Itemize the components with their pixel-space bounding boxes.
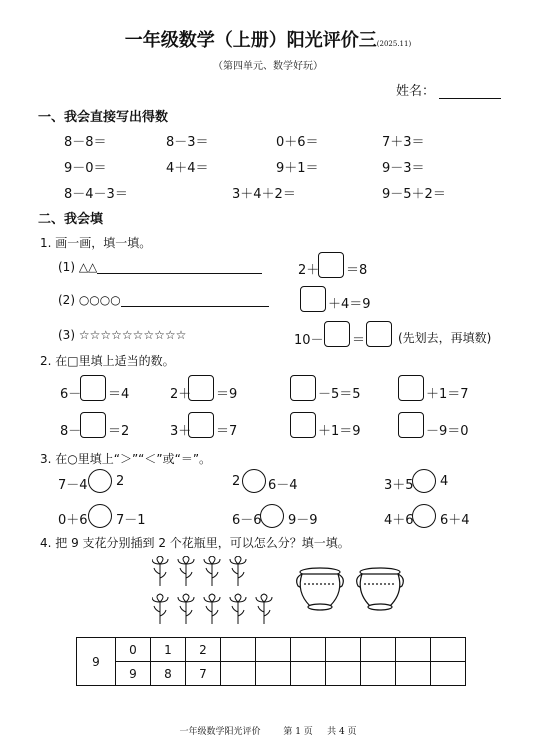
name-blank[interactable] xyxy=(439,86,501,99)
calc-item: 9－0＝ xyxy=(64,161,107,176)
q3-d1: 0＋6 xyxy=(58,513,88,528)
table-row xyxy=(77,662,466,686)
footer-text: 一年级数学阳光评价 xyxy=(179,727,261,737)
flower-icon xyxy=(204,594,220,624)
calc-item: 8－8＝ xyxy=(64,135,107,150)
section2-title: 二、我会填 xyxy=(38,212,104,227)
compare-circle[interactable] xyxy=(260,504,284,528)
q1-row3-note: (先划去，再填数) xyxy=(398,331,492,345)
q1-row1-eq-a: 2＋ xyxy=(298,263,320,278)
table-cell[interactable] xyxy=(326,662,361,686)
q3-e1: 6－6 xyxy=(232,513,262,528)
q3-c2: 4 xyxy=(440,474,449,489)
compare-circle[interactable] xyxy=(88,504,112,528)
calc-item: 8－3＝ xyxy=(166,135,209,150)
answer-box[interactable] xyxy=(398,375,424,401)
table-cell[interactable] xyxy=(396,662,431,686)
q3-f1: 4＋6 xyxy=(384,513,414,528)
flower-icon xyxy=(230,594,246,624)
flower-icon xyxy=(178,556,194,586)
q1-row1-eq-b: ＝8 xyxy=(346,263,368,278)
table-cell: 9 xyxy=(116,662,151,686)
page-footer xyxy=(0,724,536,737)
q2-a1: 6－ xyxy=(60,387,82,402)
vase-icon xyxy=(357,568,404,610)
q3-b1: 2 xyxy=(232,474,241,489)
answer-box[interactable] xyxy=(290,412,316,438)
calc-item: 7＋3＝ xyxy=(382,135,425,150)
table-cell[interactable] xyxy=(291,638,326,662)
table-cell[interactable] xyxy=(326,638,361,662)
q2-d2: ＋1＝7 xyxy=(426,387,469,402)
vases-illustration xyxy=(290,566,414,616)
table-cell: 8 xyxy=(151,662,186,686)
table-cell[interactable] xyxy=(256,662,291,686)
flower-icon xyxy=(152,594,168,624)
q4-prompt: 4. 把 9 支花分别插到 2 个花瓶里，可以怎么分？填一填。 xyxy=(40,536,350,550)
table-cell[interactable] xyxy=(221,638,256,662)
answer-box[interactable] xyxy=(80,375,106,401)
table-cell[interactable] xyxy=(431,638,466,662)
answer-box[interactable] xyxy=(324,321,350,347)
table-cell[interactable] xyxy=(431,662,466,686)
table-cell: 1 xyxy=(151,638,186,662)
answer-box[interactable] xyxy=(188,412,214,438)
q1-row2 xyxy=(58,293,269,307)
q2-h2: －9＝0 xyxy=(426,424,469,439)
q1-prompt: 1. 画一画，填一填。 xyxy=(40,236,152,250)
calc-item: 0＋6＝ xyxy=(276,135,319,150)
calc-item: 3＋4＋2＝ xyxy=(232,187,296,202)
name-label: 姓名： xyxy=(396,84,436,99)
q2-b2: ＝9 xyxy=(216,387,238,402)
answer-box[interactable] xyxy=(80,412,106,438)
flowers-illustration xyxy=(152,556,282,628)
calc-item: 8－4－3＝ xyxy=(64,187,128,202)
answer-box[interactable] xyxy=(300,286,326,312)
compare-circle[interactable] xyxy=(88,469,112,493)
q3-c1: 3＋5 xyxy=(384,478,414,493)
table-cell: 2 xyxy=(186,638,221,662)
table-cell: 7 xyxy=(186,662,221,686)
footer-total: 共 4 页 xyxy=(327,727,357,737)
vase-icon xyxy=(297,568,344,610)
q3-d2: 7－1 xyxy=(116,513,146,528)
compare-circle[interactable] xyxy=(412,504,436,528)
name-field xyxy=(396,80,501,99)
table-cell[interactable] xyxy=(396,638,431,662)
q2-b1: 2＋ xyxy=(170,387,192,402)
table-total-cell: 9 xyxy=(77,638,116,686)
q1-row3-eq-a: 10－ xyxy=(294,333,324,348)
draw-line[interactable] xyxy=(97,261,262,274)
answer-box[interactable] xyxy=(318,252,344,278)
table-row xyxy=(77,638,466,662)
answer-box[interactable] xyxy=(366,321,392,347)
q2-g2: ＋1＝9 xyxy=(318,424,361,439)
q3-prompt: 3. 在○里填上“＞”“＜”或“＝”。 xyxy=(40,452,212,466)
q3-b2: 6－4 xyxy=(268,478,298,493)
table-cell[interactable] xyxy=(221,662,256,686)
footer-page: 第 1 页 xyxy=(283,727,313,737)
q1-row2-label: (2) ○○○○ xyxy=(58,293,121,307)
split-table xyxy=(76,637,466,686)
table-cell[interactable] xyxy=(256,638,291,662)
calc-item: 9＋1＝ xyxy=(276,161,319,176)
flower-icon xyxy=(152,556,168,586)
section1-title: 一、我会直接写出得数 xyxy=(38,110,169,125)
draw-line[interactable] xyxy=(121,294,269,307)
flower-icon xyxy=(178,594,194,624)
q2-a2: ＝4 xyxy=(108,387,130,402)
flower-icon xyxy=(204,556,220,586)
calc-item: 9－3＝ xyxy=(382,161,425,176)
q3-a2: 2 xyxy=(116,474,125,489)
answer-box[interactable] xyxy=(188,375,214,401)
answer-box[interactable] xyxy=(290,375,316,401)
page-title xyxy=(0,26,536,52)
q3-f2: 6＋4 xyxy=(440,513,470,528)
page-subtitle: （第四单元、数学好玩） xyxy=(213,61,323,72)
q1-row3-eq-b: ＝ xyxy=(352,333,366,348)
calc-item: 4＋4＝ xyxy=(166,161,209,176)
q1-row2-eq-b: ＋4＝9 xyxy=(328,297,371,312)
q2-f2: ＝7 xyxy=(216,424,238,439)
table-cell: 0 xyxy=(116,638,151,662)
q2-f1: 3＋ xyxy=(170,424,192,439)
q2-c2: －5＝5 xyxy=(318,387,361,402)
q2-e2: ＝2 xyxy=(108,424,130,439)
q2-prompt: 2. 在□里填上适当的数。 xyxy=(40,354,175,368)
q3-a1: 7－4 xyxy=(58,478,88,493)
compare-circle[interactable] xyxy=(412,469,436,493)
q3-e2: 9－9 xyxy=(288,513,318,528)
q1-row1 xyxy=(58,260,262,274)
answer-box[interactable] xyxy=(398,412,424,438)
q2-e1: 8－ xyxy=(60,424,82,439)
q1-row1-label: (1) △△ xyxy=(58,260,98,274)
compare-circle[interactable] xyxy=(242,469,266,493)
table-cell[interactable] xyxy=(361,662,396,686)
flower-icon xyxy=(230,556,246,586)
title-date: (2025.11) xyxy=(376,40,412,48)
table-cell[interactable] xyxy=(291,662,326,686)
flower-icon xyxy=(256,594,272,624)
title-text: 一年级数学（上册）阳光评价三 xyxy=(124,30,377,51)
calc-item: 9－5＋2＝ xyxy=(382,187,446,202)
q1-row3-label: (3) ☆☆☆☆☆☆☆☆☆☆ xyxy=(58,328,187,342)
table-cell[interactable] xyxy=(361,638,396,662)
